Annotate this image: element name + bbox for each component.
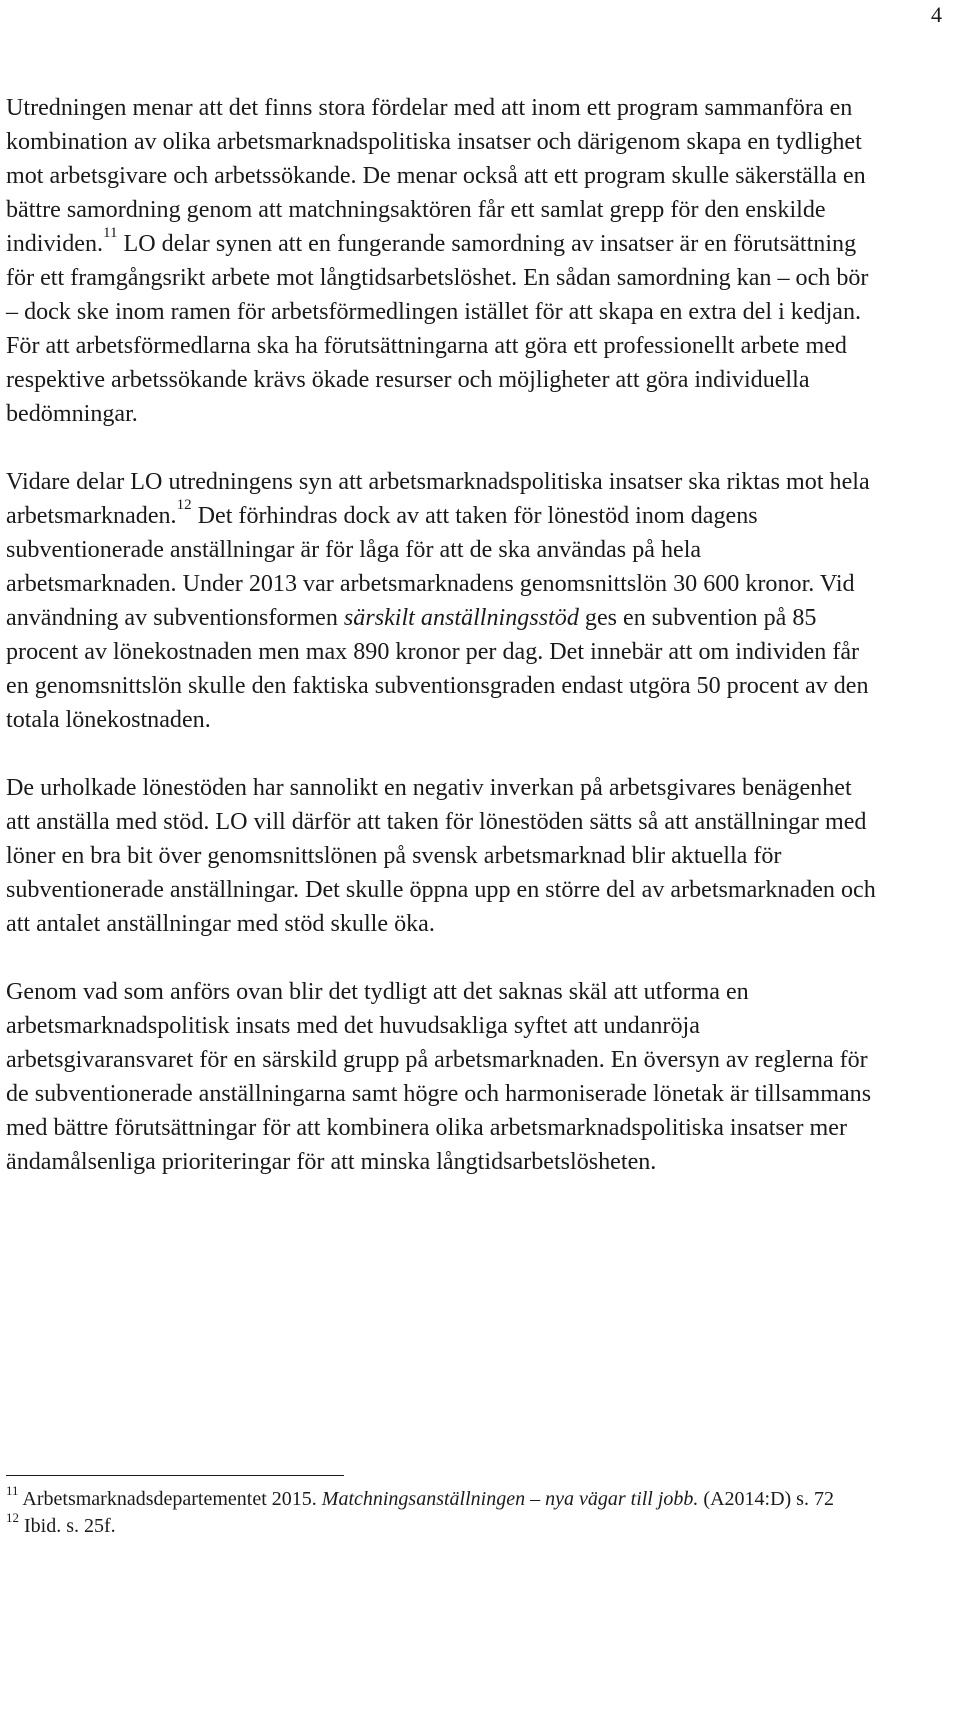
footnotes — [6, 1483, 906, 1540]
page-number: 4 — [931, 2, 942, 27]
paragraph-2-text-a: Vidare delar LO utredningens syn att arbetsmarknadspolitiska insatser ska riktas mot hela arbetsmarknaden. — [6, 469, 870, 529]
paragraph-1-text-b: LO delar synen att en fungerande samordning av insatser är en förutsättning för ett framgångsrikt arbete mot långtidsarbetslöshet. En sådan samordning kan – och bör – dock ske inom ramen för arbetsförmedlingen istället för att skapa en extra del i kedjan. För att arbetsförmedlarna ska ha förutsättningarna att göra ett professionellt arbete med respektive arbetssökande krävs ökade resurser och möjligheter att göra individuella bedömningar. — [6, 231, 869, 427]
footnote-11-after: (A2014:D) s. 72 — [698, 1488, 834, 1510]
paragraph-2-text-c: ges en subvention på 85 procent av lönekostnaden men max 890 kronor per dag. Det innebär att om individen får en genomsnittslön skulle den faktiska subventionsgraden endast utgöra 50 procent av den totala lönekostnaden. — [6, 605, 869, 733]
footnote-11-text: Arbetsmarknadsdepartementet 2015. — [18, 1488, 322, 1510]
footnote-11 — [6, 1483, 906, 1513]
footnote-12-number: 12 — [6, 1510, 19, 1525]
footnote-ref-11[interactable]: 11 — [103, 225, 118, 241]
footnote-11-title: Matchningsanställningen – nya vägar till jobb. — [321, 1488, 699, 1510]
paragraph-2-italic-term: särskilt anställningsstöd — [343, 605, 579, 631]
paragraph-2-text-b: Det förhindras dock av att taken för lönestöd inom dagens subventionerade anställningar är för låga för att de ska användas på hela arbetsmarknaden. Under 2013 var arbetsmarknadens genomsnittslön 30 600 kronor. Vid användning av subventionsformen — [6, 503, 855, 631]
paragraph-3: De urholkade lönestöden har sannolikt en negativ inverkan på arbetsgivares benägenhet att anställa med stöd. LO vill därför att taken för lönestöden sätts så att anställningar med löner en bra bit över genomsnittslönen på svensk arbetsmarknad blir aktuella för subventionerade anställningar. Det skulle öppna upp en större del av arbetsmarknaden och att antalet anställningar med stöd skulle öka. — [6, 775, 876, 937]
paragraph-1-text-a: Utredningen menar att det finns stora fördelar med att inom ett program sammanföra en kombination av olika arbetsmarknadspolitiska insatser och därigenom skapa en tydlighet mot arbetsgivare och arbetssökande. De menar också att ett program skulle säkerställa en bättre samordning genom att matchningsaktören får ett samlat grepp för den enskilde individen. — [6, 95, 866, 257]
footnote-ref-12[interactable]: 12 — [176, 497, 192, 513]
footnote-separator — [6, 1475, 344, 1476]
footnote-12 — [6, 1510, 906, 1540]
footnote-12-text: Ibid. s. 25f. — [19, 1515, 116, 1537]
footnote-11-number: 11 — [6, 1483, 19, 1498]
body-text — [6, 91, 876, 1213]
paragraph-1 — [6, 91, 876, 431]
paragraph-4: Genom vad som anförs ovan blir det tydligt att det saknas skäl att utforma en arbetsmarknadspolitisk insats med det huvudsakliga syftet att undanröja arbetsgivaransvaret för en särskild grupp på arbetsmarknaden. En översyn av reglerna för de subventionerade anställningarna samt högre och harmoniserade lönetak är tillsammans med bättre förutsättningar för att kombinera olika arbetsmarknadspolitiska insatser mer ändamålsenliga prioriteringar för att minska långtidsarbetslösheten. — [6, 979, 872, 1175]
paragraph-2 — [6, 465, 876, 737]
